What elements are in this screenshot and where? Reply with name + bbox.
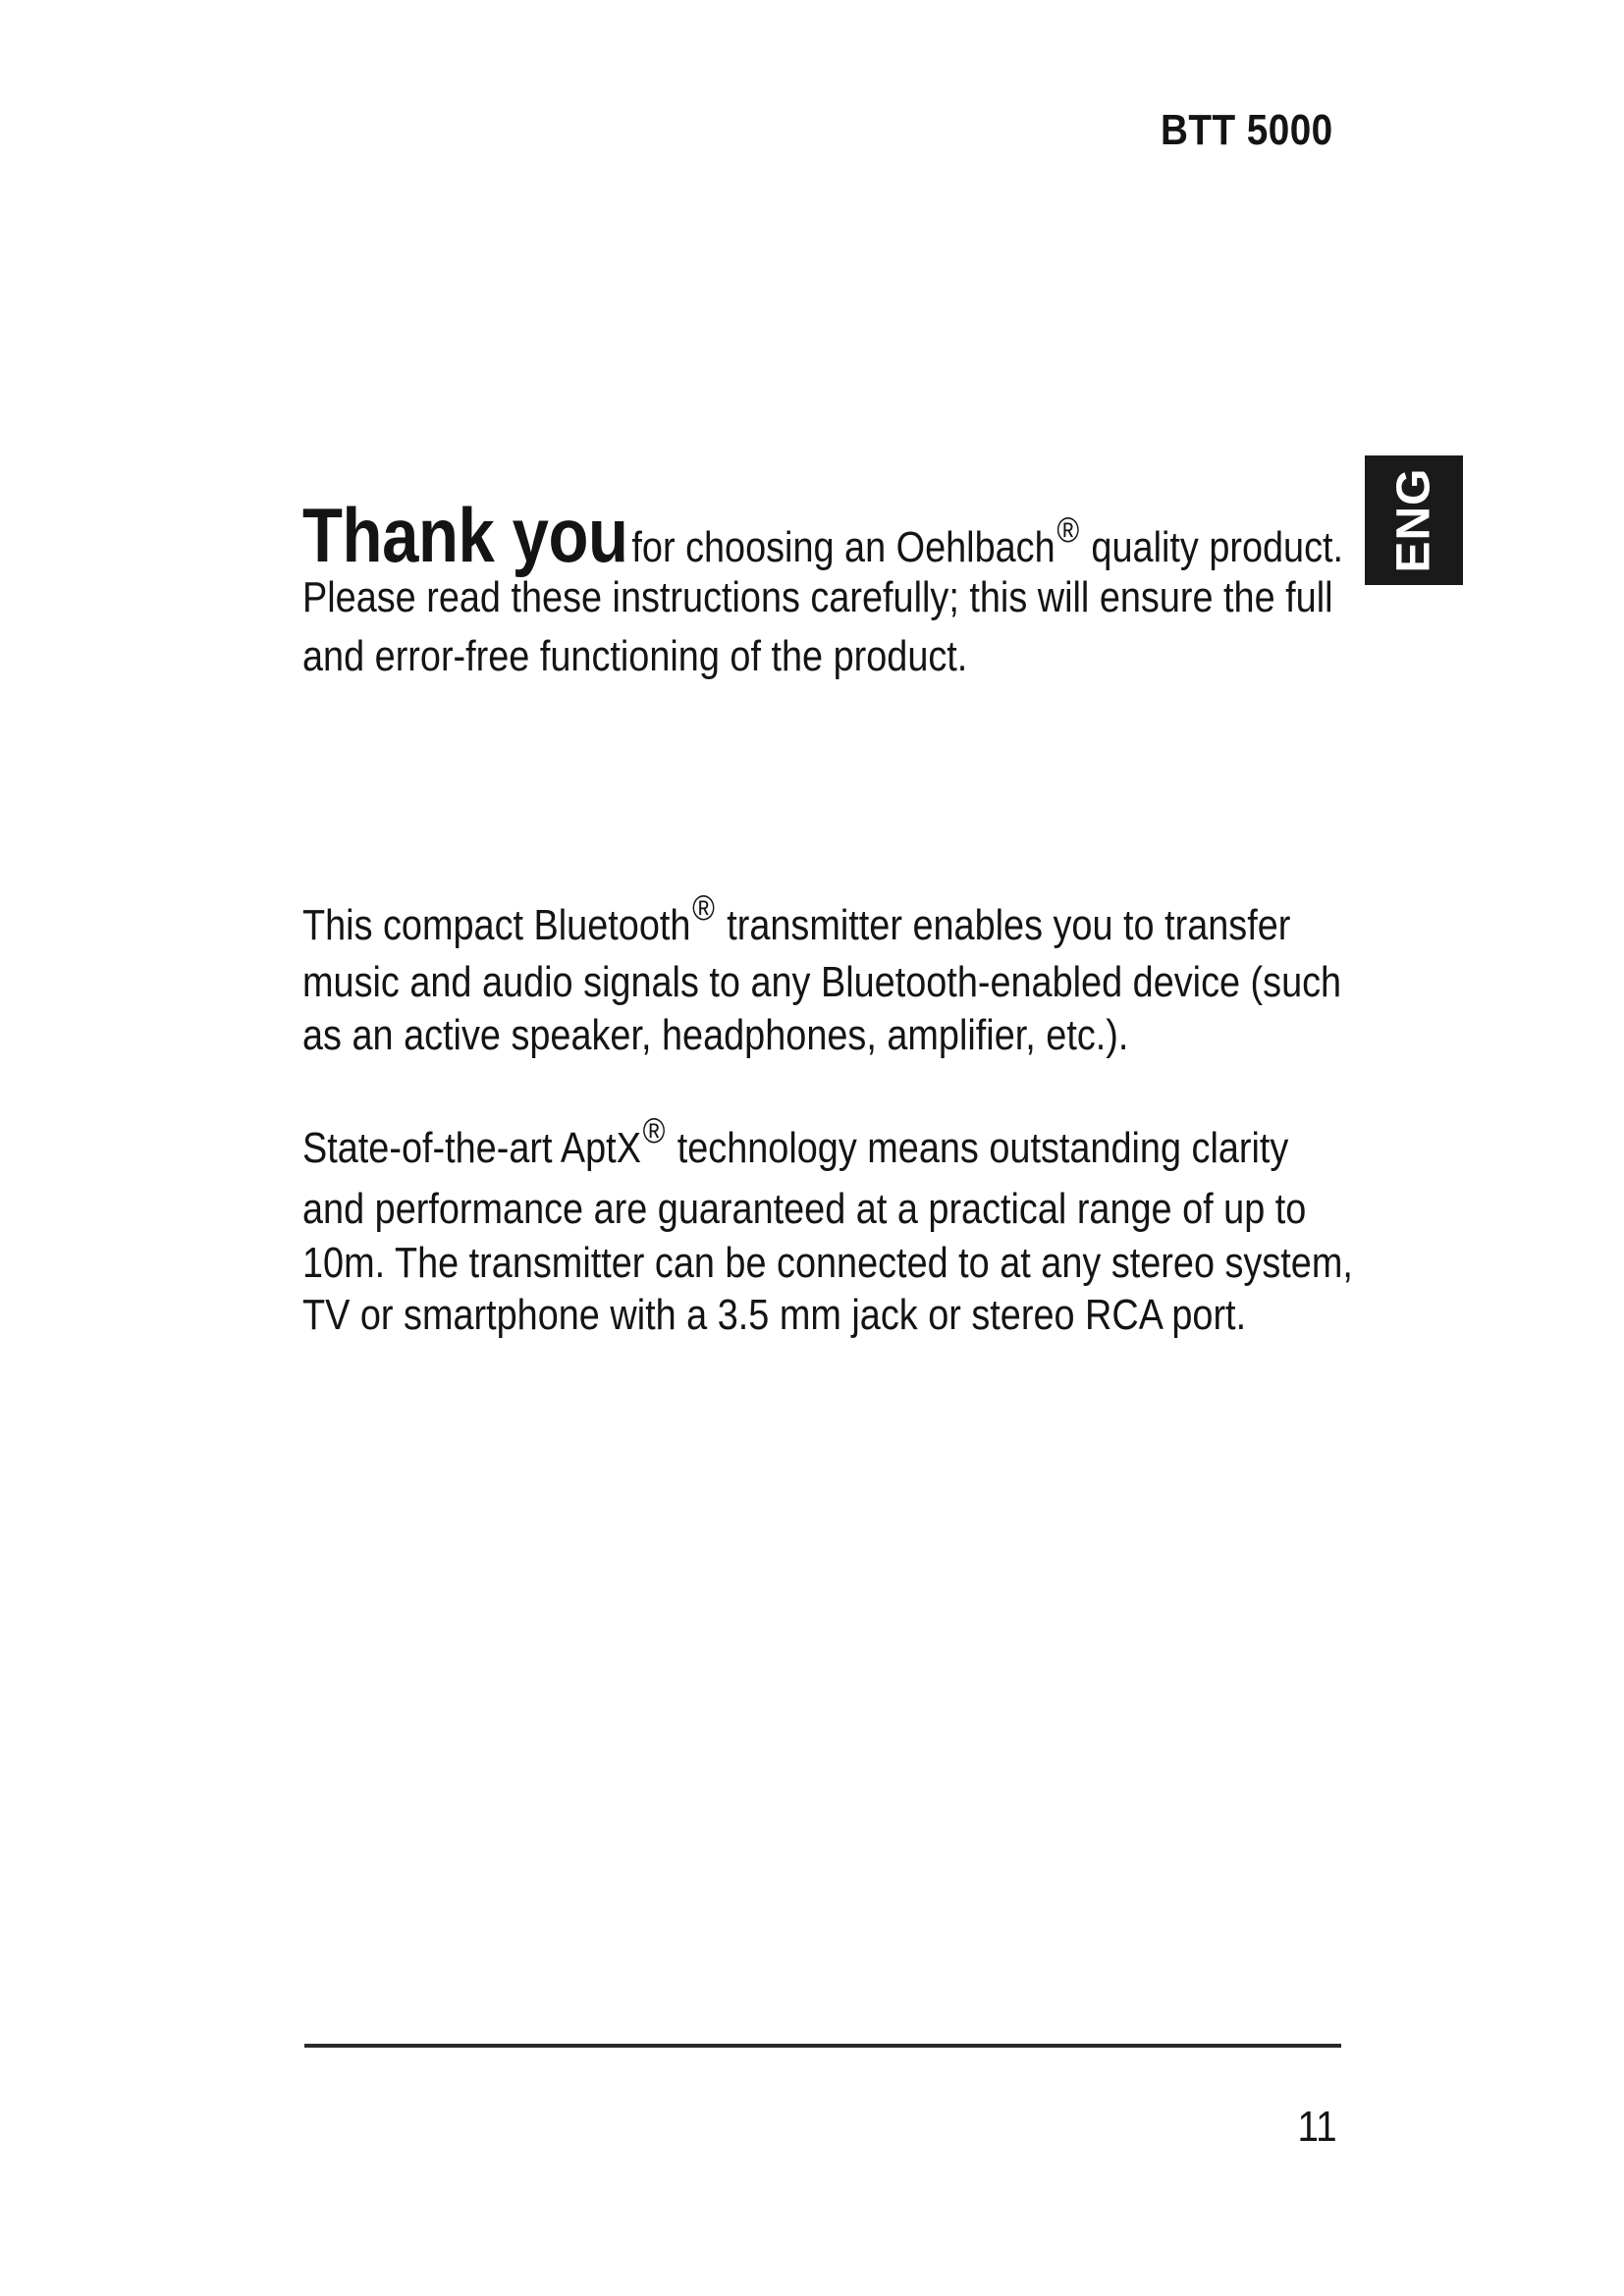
paragraph-2-line-2: and performance are guaranteed at a practical range of up to <box>302 1185 1307 1233</box>
paragraph-2-line-1: State-of-the-art AptX® technology means outstanding clarity <box>302 1110 1289 1172</box>
language-tab <box>1365 455 1463 585</box>
paragraph-2-line-4: TV or smartphone with a 3.5 mm jack or stereo RCA port. <box>302 1291 1247 1339</box>
registered-mark: ® <box>692 887 715 929</box>
intro-lead-text: for choosing an Oehlbach® quality product. <box>631 509 1344 571</box>
paragraph-1-line-2: music and audio signals to any Bluetooth-enabled device (such <box>302 958 1342 1006</box>
paragraph-2-line-3: 10m. The transmitter can be connected to at any stereo system, <box>302 1239 1353 1287</box>
headline: Thank you <box>302 492 628 578</box>
page-number: 11 <box>1297 2103 1337 2151</box>
intro-line-1 <box>302 491 1343 580</box>
model-name: BTT 5000 <box>1161 106 1333 154</box>
registered-mark: ® <box>642 1110 666 1151</box>
paragraph-1-line-3: as an active speaker, headphones, amplifier, etc.). <box>302 1011 1129 1059</box>
language-tab-label: ENG <box>1387 467 1440 573</box>
registered-mark: ® <box>1056 509 1080 551</box>
intro-line-3: and error-free functioning of the product. <box>302 632 968 680</box>
paragraph-1-line-1: This compact Bluetooth® transmitter enables you to transfer <box>302 887 1291 949</box>
footer-divider <box>304 2044 1341 2048</box>
intro-line-2: Please read these instructions carefully; this will ensure the full <box>302 573 1333 621</box>
